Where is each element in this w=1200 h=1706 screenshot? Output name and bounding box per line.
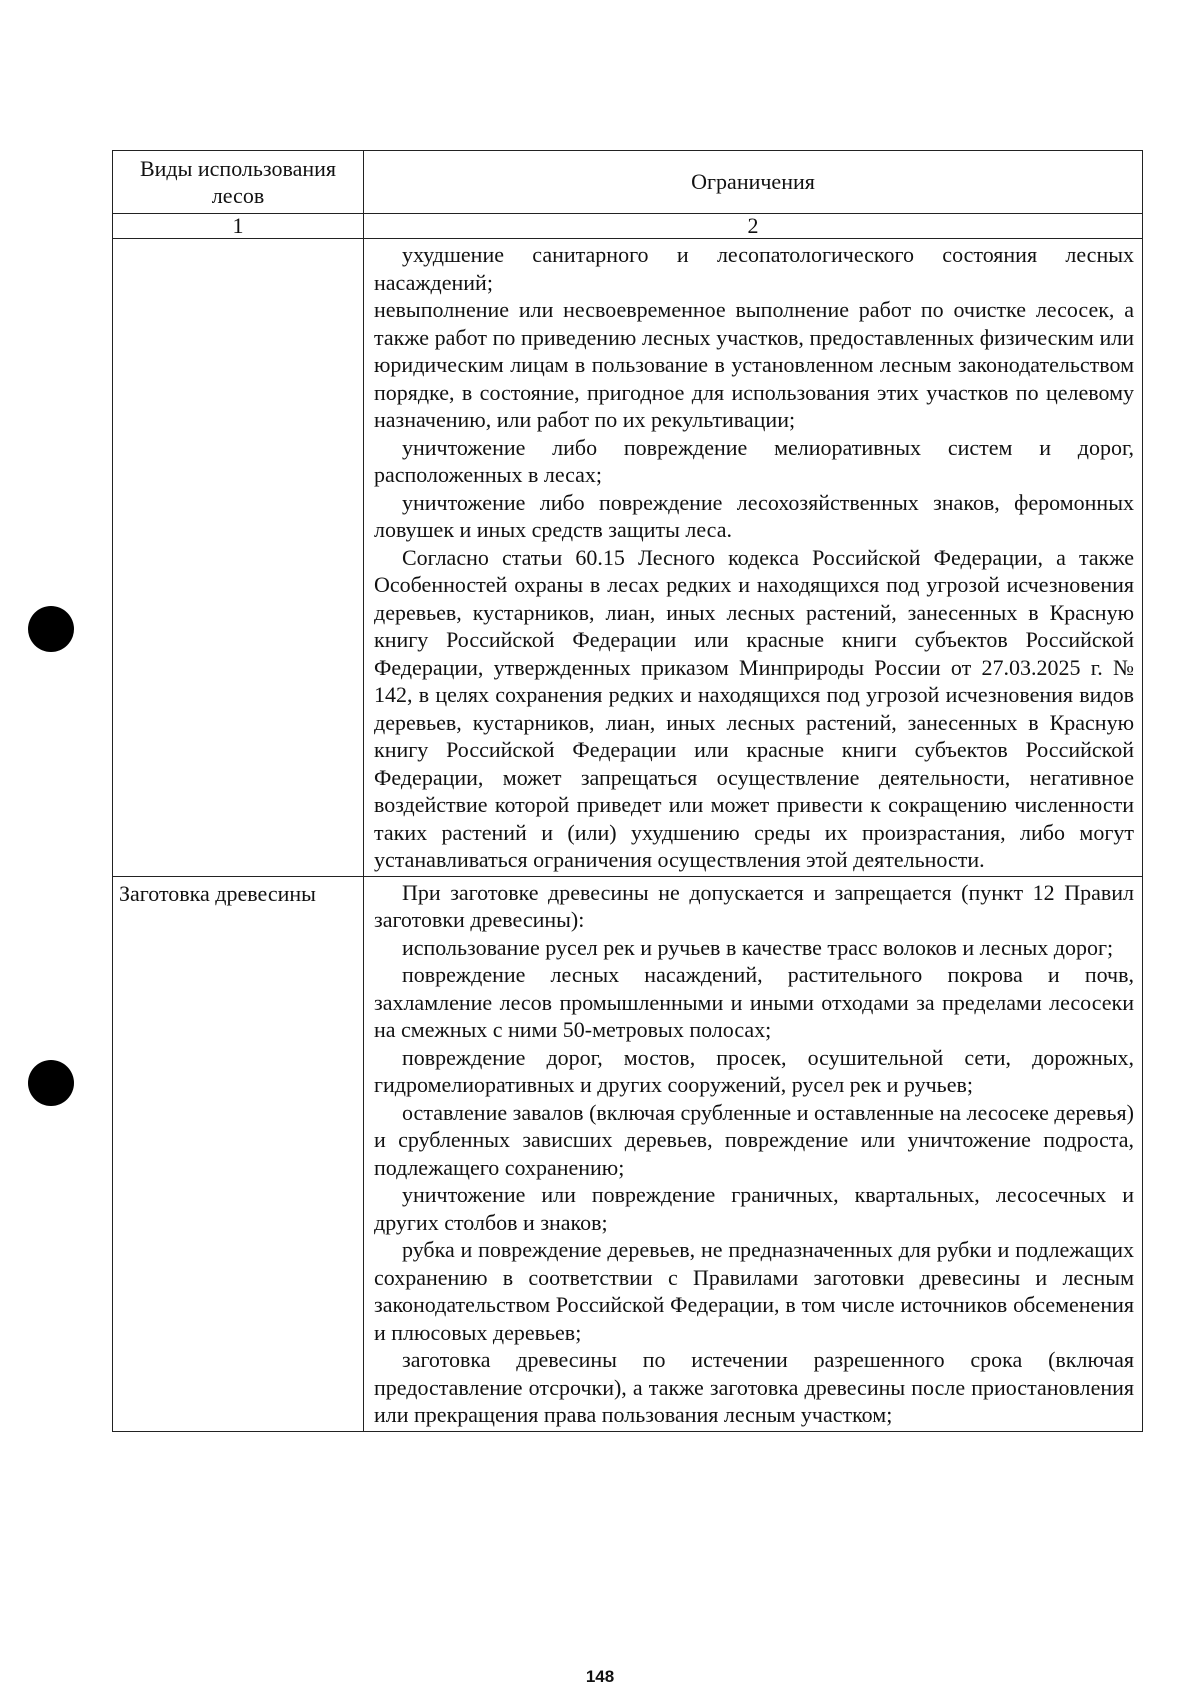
- forest-use-kind: Заготовка древесины: [113, 876, 364, 1431]
- table-header-row: [113, 151, 1143, 214]
- restriction-paragraph: уничтожение либо повреждение мелиоративных систем и дорог, расположенных в лесах;: [374, 434, 1134, 487]
- restriction-paragraph: оставление завалов (включая срубленные и оставленные на лесосеке деревья) и срубленных зависших деревьев, повреждение или уничтожение подроста, подлежащего сохранению;: [374, 1099, 1134, 1180]
- restriction-paragraph: Согласно статьи 60.15 Лесного кодекса Российской Федерации, а также Особенностей охраны в лесах редких и находящихся под угрозой исчезновения деревьев, кустарников, лиан, иных лесных растений, занесенных в Красную книгу Российской Федерации или красные книги субъектов Российской Федерации, утвержденных приказом Минприроды России от 27.03.2025 г. № 142, в целях сохранения редких и находящихся под угрозой исчезновения видов деревьев, кустарников, лиан, иных лесных растений, занесенных в Красную книгу Российской Федерации или красные книги субъектов Российской Федерации, может запрещаться осуществление деятельности, негативное воздействие которой приведет или может привести к сокращению численности таких растений и (или) ухудшению среды их произрастания, либо могут устанавливаться ограничения осуществления этой деятельности.: [374, 544, 1134, 872]
- restriction-paragraph: заготовка древесины по истечении разрешенного срока (включая предоставление отсрочки), а также заготовка древесины после приостановления или прекращения права пользования лесным участком;: [374, 1347, 1134, 1427]
- punch-hole: [28, 1060, 74, 1106]
- restrictions-table: [112, 150, 1143, 1432]
- restriction-paragraph: При заготовке древесины не допускается и запрещается (пункт 12 Правил заготовки древесины):: [374, 879, 1134, 932]
- forest-use-kind: [113, 239, 364, 877]
- restriction-paragraph: уничтожение или повреждение граничных, квартальных, лесосечных и других столбов и знаков;: [374, 1182, 1134, 1235]
- restriction-paragraph: уничтожение либо повреждение лесохозяйственных знаков, феромонных ловушек и иных средств защиты леса.: [374, 489, 1134, 542]
- header-restrictions: Ограничения: [364, 151, 1143, 214]
- restrictions-cell: [364, 239, 1143, 877]
- restriction-paragraph: использование русел рек и ручьев в качестве трасс волоков и лесных дорог;: [402, 934, 1114, 960]
- table-row: [113, 876, 1143, 1431]
- punch-hole: [28, 606, 74, 652]
- header-forest-use-types: Виды использования лесов: [113, 151, 364, 214]
- restrictions-cell: [364, 876, 1143, 1431]
- table-row: [113, 239, 1143, 877]
- restriction-paragraph: повреждение лесных насаждений, растительного покрова и почв, захламление лесов промышленными и иными отходами за пределами лесосеки на смежных с ними 50-метровых полосах;: [374, 962, 1134, 1042]
- page-number: 148: [585, 1667, 615, 1686]
- restriction-paragraph: рубка и повреждение деревьев, не предназначенных для рубки и подлежащих сохранению в соответствии с Правилами заготовки древесины и лесным законодательством Российской Федерации, в том числе источников обсеменения и плюсовых деревьев;: [374, 1237, 1134, 1345]
- column-number-2: 2: [364, 214, 1143, 239]
- column-number-row: [113, 214, 1143, 239]
- restriction-paragraph: невыполнение или несвоевременное выполнение работ по очистке лесосек, а также работ по приведению лесных участков, предоставленных физическим или юридическим лицам в пользование в установленном лесным законодательством порядке, в состояние, пригодное для использования этих участков по целевому назначению, или работ по их рекультивации;: [374, 297, 1134, 432]
- column-number-1: 1: [113, 214, 364, 239]
- restriction-paragraph: ухудшение санитарного и лесопатологического состояния лесных насаждений;: [374, 242, 1134, 295]
- restriction-paragraph: повреждение дорог, мостов, просек, осушительной сети, дорожных, гидромелиоративных и других сооружений, русел рек и ручьев;: [374, 1044, 1134, 1097]
